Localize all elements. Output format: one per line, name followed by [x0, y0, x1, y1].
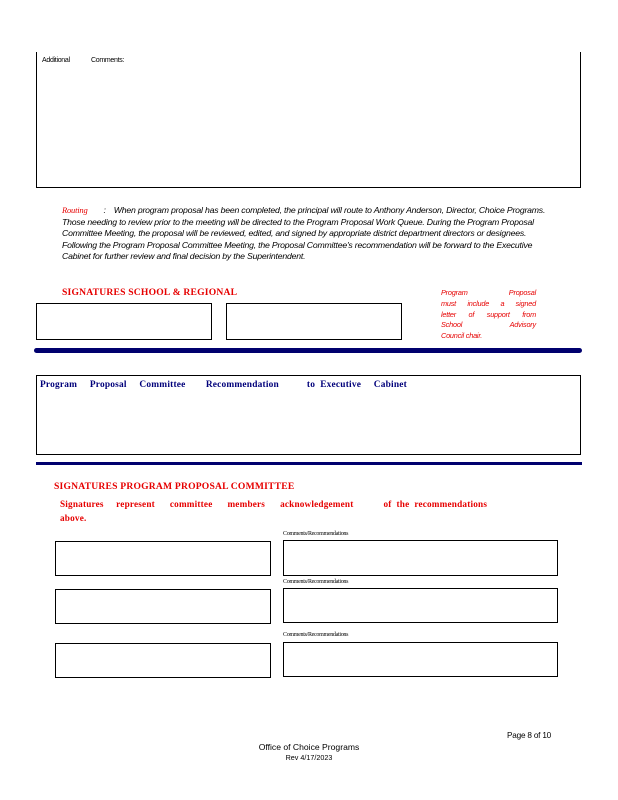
recommendation-title: Program Proposal Committee Recommendation to Executive Cabinet [40, 380, 407, 390]
support-note-line: School Advisory [441, 320, 536, 330]
footer-office: Office of Choice Programs [258, 742, 360, 752]
routing-label: Routing [62, 205, 88, 215]
support-note-line: Council chair. [441, 331, 483, 341]
committee-comments-box[interactable] [283, 540, 558, 576]
school-regional-title: SIGNATURES SCHOOL & REGIONAL [62, 287, 238, 298]
section-divider-thick [34, 348, 582, 353]
comments-recommendations-label: Comments/Recommendations [283, 531, 349, 537]
committee-comments-box[interactable] [283, 642, 558, 677]
support-letter-note [441, 288, 536, 342]
support-note-line: must include a signed [441, 298, 536, 308]
routing-text: When program proposal has been completed, the principal will route to Anthony Anderson, Director, Choice Programs. Those needing to review prior to the meeting will be directed to the Program Proposal Work Queue. During the Program Proposal Committee Meeting, the proposal will be reviewed, edited, and signed by appropriate district department directors or designees. Following the Program Proposal Committee Meeting, the Proposal Committee's recommendation will be forward to the Executive Cabinet for further review and final decision by the Superintendent. [62, 205, 546, 262]
additional-label: Additional [42, 57, 70, 64]
routing-paragraph [62, 205, 556, 263]
committee-signature-box[interactable] [55, 589, 271, 624]
comments-recommendations-label: Comments/Recommendations [283, 579, 349, 585]
committee-note-line: above. [60, 513, 87, 523]
committee-title: SIGNATURES PROGRAM PROPOSAL COMMITTEE [54, 481, 295, 492]
page-number: Page 8 of 10 [507, 731, 552, 740]
routing-colon: : [103, 205, 106, 215]
regional-signature-box[interactable] [226, 303, 402, 340]
support-note-line: letter of support from [441, 309, 536, 319]
school-signature-box[interactable] [36, 303, 212, 340]
comments-label: Comments: [91, 57, 125, 64]
committee-comments-box[interactable] [283, 588, 558, 623]
committee-note-line: Signatures represent committee members acknowledgement of the recommendations [60, 499, 488, 509]
section-divider-thin [36, 462, 582, 465]
support-note-line: Program Proposal [441, 288, 536, 297]
additional-comments-box[interactable] [36, 52, 581, 188]
comments-recommendations-label: Comments/Recommendations [283, 632, 349, 638]
footer-revision: Rev 4/17/2023 [285, 753, 333, 762]
committee-signature-box[interactable] [55, 643, 271, 678]
committee-signature-box[interactable] [55, 541, 271, 576]
